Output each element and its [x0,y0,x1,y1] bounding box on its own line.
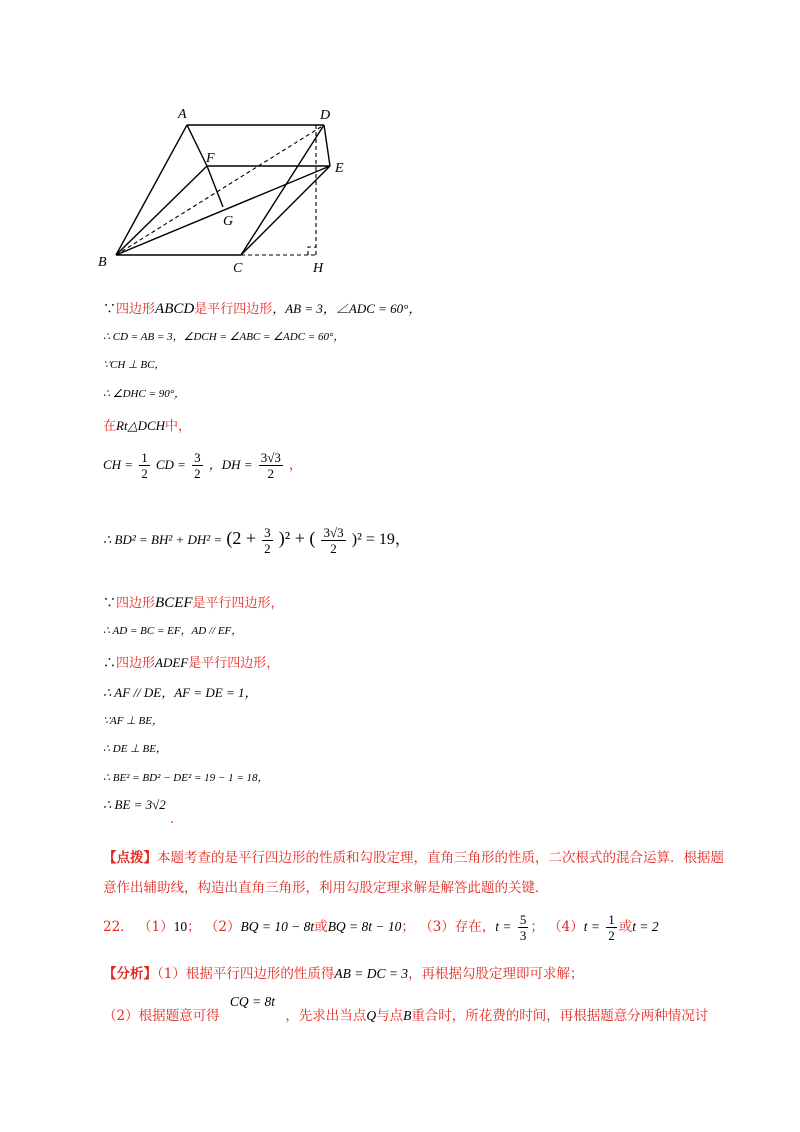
label-d: D [320,108,331,123]
segment-bd-dashed [116,125,324,255]
segment-de [324,125,330,166]
fenxi-line-1: 【分析】（1）根据平行四边形的性质得AB = DC = 3，再根据勾股定理即可求解； [103,966,584,982]
right-angle-mark [308,247,316,255]
fenxi-line-2: （2）根据题意可得 CQ = 8t ，先求出当点Q与点B重合时，所花费的时间，再根据题意分两种情况讨 [103,994,709,1024]
line-3: ∵CH ⊥ BC， [103,359,166,371]
label-e: E [335,161,344,176]
line-4: ∴ ∠DHC = 90°， [103,388,186,400]
label-h: H [313,261,324,276]
line-14: ∴ BE² = BD² − DE² = 19 − 1 = 18， [103,772,269,784]
line-13: ∴ DE ⊥ BE， [103,743,167,755]
segment-be [116,166,330,255]
line-5: 在Rt△DCH中， [103,418,192,434]
label-b: B [98,255,107,270]
dianbo-paragraph: 【点拨】本题考查的是平行四边形的性质和勾股定理，直角三角形的性质，二次根式的混合运算．根据题意作出辅助线，构造出直角三角形，利用勾股定理求解是解答此题的关键． [103,850,724,896]
line-2: ∴ CD = AB = 3，∠DCH = ∠ABC = ∠ADC = 60°， [103,331,345,343]
line-7: ∴ BD² = BH² + DH² = (2 + $\frac{3}{2}$ )² + ( $\frac{3√3}{2}$ )² = 19， [103,525,411,556]
label-a: A [178,107,187,122]
line-9: ∴ AD = BC = EF，AD // EF， [103,625,243,637]
segment-fg [207,166,223,207]
label-f: F [206,151,215,166]
label-c: C [233,261,243,276]
segment-cd [241,125,324,255]
line-1: ∵四边形ABCD是平行四边形，AB = 3，∠ADC = 60°， [103,301,422,317]
line-10: ∴四边形ADEF是平行四边形， [103,655,280,671]
answer-22: 22． （1）10； （2）BQ = 10 − 8t或BQ = 8t − 10； （3）存在，t = $\frac{5}{3}$ ； （4）t = $\frac{1}{2}$ 或t = 2 [103,912,659,943]
line-8: ∵四边形BCEF是平行四边形， [103,595,284,611]
segment-ce [241,166,330,255]
line-15: ∴ BE = 3√2 . [103,797,175,827]
line-12: ∵AF ⊥ BE， [103,715,163,727]
segment-bf [116,166,207,255]
line-6: CH = $\frac{1}{2}$ CD = $\frac{3}{2}$ ，DH = $\frac{3√3}{2}$ ， [103,450,302,481]
segment-ab [116,125,187,255]
label-g: G [223,214,234,229]
geometry-figure [90,100,360,280]
line-11: ∴ AF // DE，AF = DE = 1， [103,685,258,700]
segment-af [187,125,207,166]
